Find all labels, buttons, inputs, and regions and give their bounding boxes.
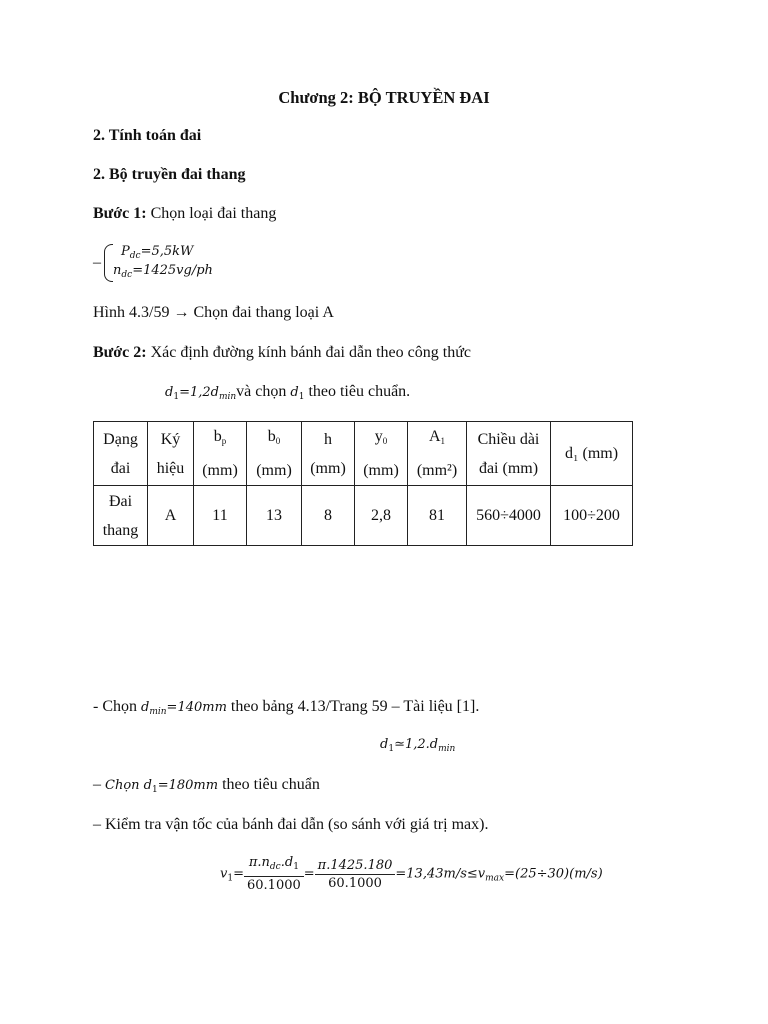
header-b0: $b_0$ (mm) <box>247 422 302 486</box>
cell-bp: 11 <box>194 486 247 546</box>
header-h: h (mm) <box>302 422 355 486</box>
velocity-formula: $v_1=$ $\frac{\pi.n_{dc}.d_1}{60.1000}$ = $\frac{\pi.1425.180}{60.1000}$ $=13,43m/s\le v_{max}=(25\div 30)(m/s)$ <box>220 855 603 893</box>
cell-y0: 2,8 <box>355 486 408 546</box>
step2-line <box>93 344 471 362</box>
header-symbol: Ký hiệu <box>148 422 194 486</box>
step1-label: Bước 1: <box>93 205 147 222</box>
header-belt-type: Dạng đai <box>94 422 148 486</box>
given-power: $P_{dc}=5,5kW$ <box>121 244 194 261</box>
cell-belt-length: 560÷4000 <box>467 486 551 546</box>
table-row <box>94 486 633 546</box>
heading-calculation: 2. Tính toán đai <box>93 127 202 144</box>
choose-d1-line: – Chọn $d_1=180mm$ theo tiêu chuẩn <box>93 776 320 795</box>
header-a1: $A_1$ (mm²) <box>408 422 467 486</box>
cell-b0: 13 <box>247 486 302 546</box>
step2-label: Bước 2: <box>93 344 147 361</box>
heading-v-belt-drive: 2. Bộ truyền đai thang <box>93 166 246 183</box>
diameter-formula: $d_1=1,2d_{min}và$ chọn $d_1$ theo tiêu chuẩn. <box>165 383 411 402</box>
cell-symbol: A <box>148 486 194 546</box>
cell-d1: 100÷200 <box>551 486 633 546</box>
given-speed: $n_{dc}=1425vg/ph$ <box>113 263 213 280</box>
step1-line <box>93 205 276 223</box>
approx-formula: $d_1≃1,2.d_{min}$ <box>380 737 456 754</box>
header-d1: d₁ (mm) <box>551 422 633 486</box>
cell-h: 8 <box>302 486 355 546</box>
page-title: Chương 2: BỘ TRUYỀN ĐAI <box>278 88 490 107</box>
given-brace <box>104 244 113 282</box>
belt-spec-table <box>93 421 633 546</box>
step2-text: Xác định đường kính bánh đai dẫn theo công thức <box>146 344 471 361</box>
cell-belt-type: Đai thang <box>94 486 148 546</box>
choose-dmin-line: - Chọn $d_{min}=140mm$ theo bảng 4.13/Trang 59 – Tài liệu [1]. <box>93 698 480 717</box>
step1-text: Chọn loại đai thang <box>146 205 277 222</box>
table-header-row <box>94 422 633 486</box>
figure-reference: Hình 4.3/59 → Chọn đai thang loại A <box>93 304 334 321</box>
cell-a1: 81 <box>408 486 467 546</box>
given-dash: – <box>93 254 101 271</box>
velocity-check-line: – Kiểm tra vận tốc của bánh đai dẫn (so sánh với giá trị max). <box>93 816 489 833</box>
header-bp: $b_p$ (mm) <box>194 422 247 486</box>
header-belt-length: Chiều dài đai (mm) <box>467 422 551 486</box>
header-y0: $y_0$ (mm) <box>355 422 408 486</box>
